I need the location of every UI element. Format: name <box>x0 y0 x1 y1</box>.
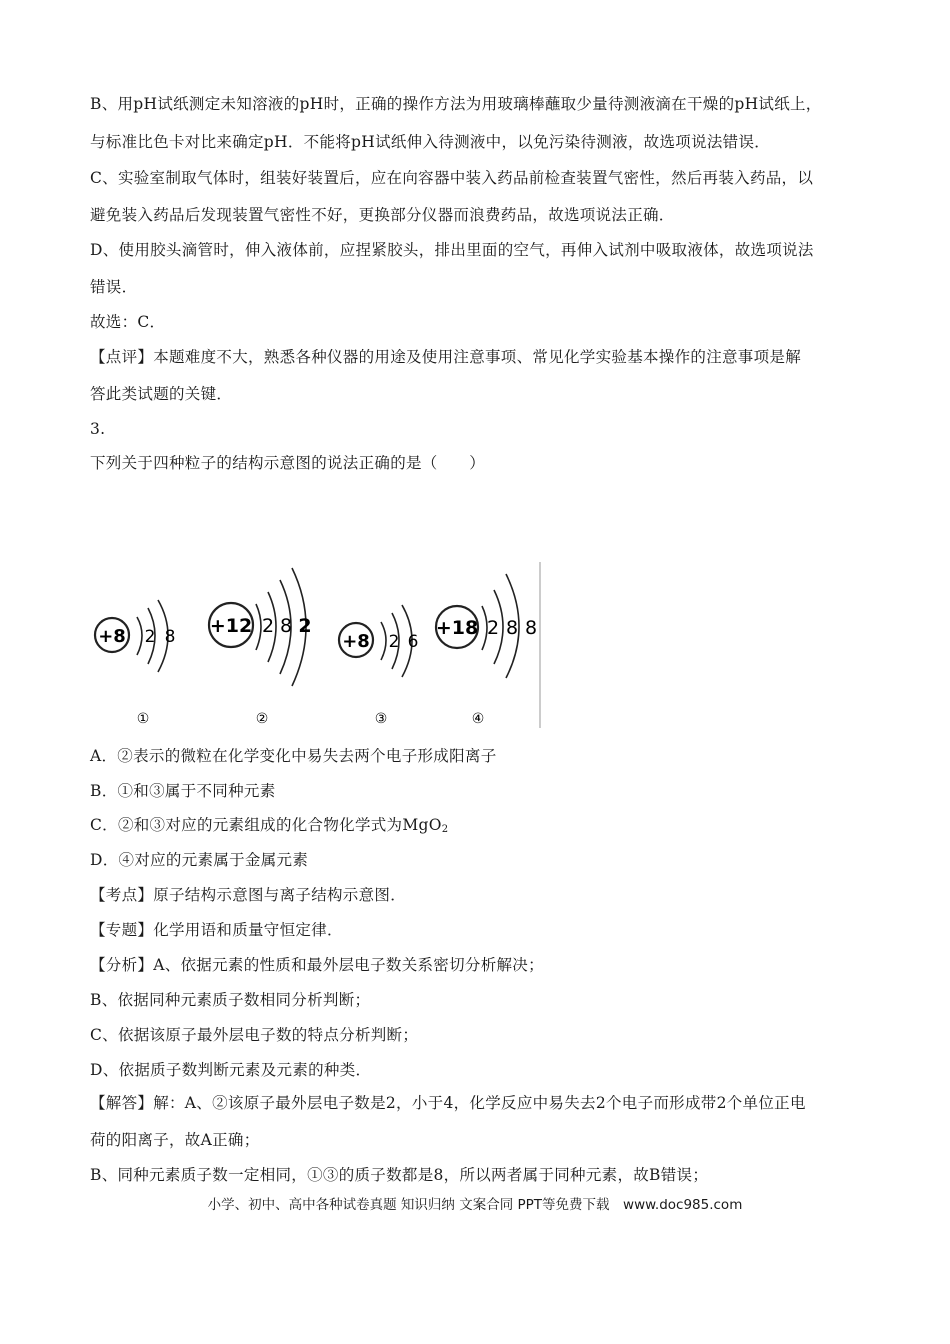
analysis-line: D、依据质子数判断元素及元素的种类． <box>90 1061 372 1079</box>
shell-electrons: 2 <box>388 632 400 652</box>
shell-electrons: 2 <box>144 627 156 647</box>
option-a: A．②表示的微粒在化学变化中易失去两个电子形成阳离子 <box>90 747 497 765</box>
particle-1 <box>95 600 175 727</box>
option-c-text: C．②和③对应的元素组成的化合物化学式为MgO <box>90 816 442 834</box>
analysis-line: 【分析】A、依据元素的性质和最外层电子数关系密切分析解决； <box>90 956 544 974</box>
nucleus-charge: +18 <box>435 617 479 639</box>
solution-line: 荷的阳离子，故A正确； <box>90 1131 260 1149</box>
particle-label: ② <box>255 711 269 727</box>
shell-electrons: 8 <box>164 627 176 647</box>
page-footer: 小学、初中、高中各种试卷真题 知识归纳 文案合同 PPT等免费下载 www.doc985.com <box>207 1197 743 1213</box>
analysis-line: C、依据该原子最外层电子数的特点分析判断； <box>90 1026 419 1044</box>
particle-label: ④ <box>471 711 485 727</box>
option-b: B．①和③属于不同种元素 <box>90 782 276 800</box>
answer-line: 故选：C． <box>90 313 166 331</box>
shell-electrons: 8 <box>279 615 293 637</box>
option-c-subscript: 2 <box>441 824 449 835</box>
paragraph-line: 错误． <box>90 278 138 296</box>
analysis-line: 【考点】原子结构示意图与离子结构示意图． <box>90 886 407 904</box>
option-d: D．④对应的元素属于金属元素 <box>90 851 309 869</box>
particle-label: ③ <box>374 711 388 727</box>
paragraph-line: C、实验室制取气体时，组装好装置后，应在向容器中装入药品前检查装置气密性，然后再装入药品，以 <box>90 169 814 187</box>
comment-line: 【点评】本题难度不大，熟悉各种仪器的用途及使用注意事项、常见化学实验基本操作的注意事项是解 <box>90 348 802 366</box>
nucleus-charge: +12 <box>209 615 253 637</box>
analysis-line: B、依据同种元素质子数相同分析判断； <box>90 991 371 1009</box>
shell-electrons: 2 <box>261 615 275 637</box>
analysis-line: 【专题】化学用语和质量守恒定律． <box>90 921 343 939</box>
shell-electrons: 8 <box>505 617 519 639</box>
particle-2 <box>209 568 312 727</box>
nucleus-charge: +8 <box>342 631 370 652</box>
paragraph-line: 与标准比色卡对比来确定pH．不能将pH试纸伸入待测液中，以免污染待测液，故选项说法错误． <box>90 133 771 151</box>
particle-3 <box>339 605 418 727</box>
shell-electrons: 2 <box>486 617 500 639</box>
particle-structure-diagram <box>88 560 548 732</box>
shell-electrons: 8 <box>524 617 538 639</box>
comment-line: 答此类试题的关键． <box>90 385 233 403</box>
solution-line: 【解答】解：A、②该原子最外层电子数是2，小于4，化学反应中易失去2个电子而形成带2个单位正电 <box>90 1094 806 1112</box>
paragraph-line: D、使用胶头滴管时，伸入液体前，应捏紧胶头，排出里面的空气，再伸入试剂中吸取液体，故选项说法 <box>90 241 814 259</box>
shell-electrons: 2 <box>298 615 312 637</box>
shell-electrons: 6 <box>407 632 419 652</box>
paragraph-line: 避免装入药品后发现装置气密性不好，更换部分仪器而浪费药品，故选项说法正确． <box>90 206 675 224</box>
particle-4 <box>436 574 537 727</box>
particle-label: ① <box>136 711 150 727</box>
question-stem: 下列关于四种粒子的结构示意图的说法正确的是（ ） <box>90 454 486 472</box>
option-c <box>90 815 448 840</box>
nucleus-charge: +8 <box>98 626 126 647</box>
paragraph-line: B、用pH试纸测定未知溶液的pH时，正确的操作方法为用玻璃棒蘸取少量待测液滴在干燥的pH试纸上， <box>90 95 822 113</box>
solution-line: B、同种元素质子数一定相同，①③的质子数都是8，所以两者属于同种元素，故B错误； <box>90 1166 709 1184</box>
question-number: 3. <box>90 420 106 438</box>
